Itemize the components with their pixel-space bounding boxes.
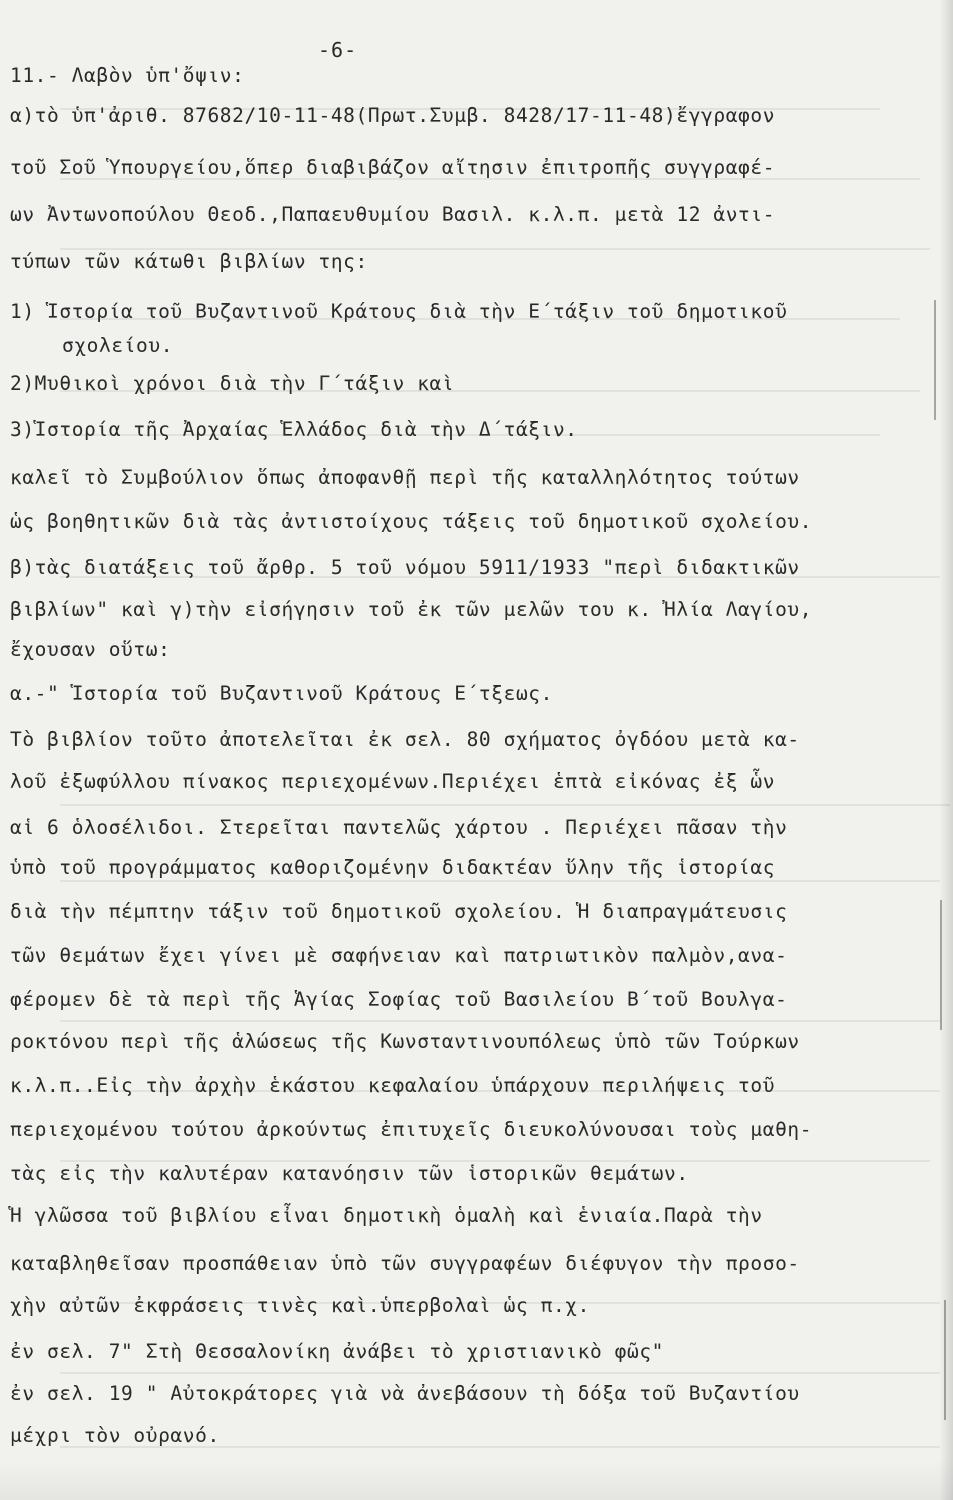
- text-line-21: τῶν θεμάτων ἔχει γίνει μὲ σαφήνειαν καὶ πατριωτικὸν παλμὸν,ανα-: [10, 944, 788, 967]
- text-line-12: β)τὰς διατάξεις τοῦ ἄρθρ. 5 τοῦ νόμου 5911/1933 "περὶ διδακτικῶν: [10, 556, 800, 579]
- text-line-9: 3)Ἱστορία τῆς Ἀρχαίας Ἑλλάδος διὰ τὴν Δ΄τάξιν.: [10, 418, 578, 441]
- page-edge-shadow: [939, 0, 953, 1500]
- text-line-19: ὑπὸ τοῦ προγράμματος καθοριζομένην διδακτέαν ὕλην τῆς ἱστορίας: [10, 856, 776, 879]
- text-line-25: περιεχομένου τούτου ἀρκούντως ἐπιτυχεῖς διευκολύνουσαι τοὺς μαθη-: [10, 1118, 813, 1141]
- text-line-23: ροκτόνου περὶ τῆς ἁλώσεως τῆς Κωνσταντινουπόλεως ὑπὸ τῶν Τούρκων: [10, 1030, 800, 1053]
- bottom-shadow: [0, 1460, 953, 1500]
- text-line-29: χὴν αὐτῶν ἐκφράσεις τινὲς καὶ.ὑπερβολαὶ ὡς π.χ.: [10, 1294, 590, 1317]
- text-line-10: καλεῖ τὸ Συμβούλιον ὅπως ἀποφανθῇ περὶ τῆς καταλληλότητος τούτων: [10, 466, 800, 489]
- text-line-30: ἐν σελ. 7" Στὴ Θεσσαλονίκη ἀνάβει τὸ χριστιανικὸ φῶς": [10, 1340, 665, 1363]
- text-line-11: ὡς βοηθητικῶν διὰ τὰς ἀντιστοίχους τάξεις τοῦ δημοτικοῦ σχολείου.: [10, 510, 813, 533]
- text-line-31: ἐν σελ. 19 " Αὐτοκράτορες γιὰ νὰ ἀνεβάσουν τὴ δόξα τοῦ Βυζαντίου: [10, 1382, 800, 1405]
- text-line-26: τὰς εἰς τὴν καλυτέραν κατανόησιν τῶν ἱστορικῶν θεμάτων.: [10, 1162, 689, 1185]
- right-edge-mark: [934, 300, 936, 420]
- text-line-6: 1) Ἱστορία τοῦ Βυζαντινοῦ Κράτους διὰ τὴν Ε΄τάξιν τοῦ δημοτικοῦ: [10, 300, 788, 323]
- text-line-20: διὰ τὴν πέμπτην τάξιν τοῦ δημοτικοῦ σχολείου. Ἡ διαπραγμάτευσις: [10, 900, 788, 923]
- text-line-4: ων Ἀντωνοπούλου Θεοδ.,Παπαευθυμίου Βασιλ. κ.λ.π. μετὰ 12 ἀντι-: [10, 203, 776, 226]
- text-line-24: κ.λ.π..Εἰς τὴν ἀρχὴν ἑκάστου κεφαλαίου ὑπάρχουν περιλήψεις τοῦ: [10, 1074, 776, 1097]
- text-line-13: βιβλίων" καὶ γ)τὴν εἰσήγησιν τοῦ ἐκ τῶν μελῶν του κ. Ἠλία Λαγίου,: [10, 598, 813, 621]
- text-line-8: 2)Μυθικοὶ χρόνοι διὰ τὴν Γ΄τάξιν καὶ: [10, 372, 455, 395]
- text-line-15: α.-" Ἱστορία τοῦ Βυζαντινοῦ Κράτους Ε΄τξεως.: [10, 682, 553, 705]
- text-line-16: Τὸ βιβλίον τοῦτο ἀποτελεῖται ἐκ σελ. 80 σχήματος ὀγδόου μετὰ κα-: [10, 728, 800, 751]
- text-line-3: τοῦ Σοῦ Ὑπουργείου,ὅπερ διαβιβάζον αἴτησιν ἐπιτροπῆς συγγραφέ-: [10, 156, 776, 179]
- text-line-5: τύπων τῶν κάτωθι βιβλίων της:: [10, 250, 368, 273]
- text-line-17: λοῦ ἐξωφύλλου πίνακος περιεχομένων.Περιέχει ἑπτὰ εἰκόνας ἐξ ὧν: [10, 770, 776, 793]
- text-line-32: μέχρι τὸν οὐρανό.: [10, 1424, 220, 1447]
- text-line-28: καταβληθεῖσαν προσπάθειαν ὑπὸ τῶν συγγραφέων διέφυγον τὴν προσο-: [10, 1252, 800, 1275]
- text-line-18: αἱ 6 ὁλοσέλιδοι. Στερεῖται παντελῶς χάρτου . Περιέχει πᾶσαν τὴν: [10, 816, 788, 839]
- text-line-27: Ἡ γλῶσσα τοῦ βιβλίου εἶναι δημοτικὴ ὁμαλὴ καὶ ἑνιαία.Παρὰ τὴν: [10, 1204, 763, 1227]
- text-line-22: φέρομεν δὲ τὰ περὶ τῆς Ἁγίας Σοφίας τοῦ Βασιλείου Β΄τοῦ Βουλγα-: [10, 988, 788, 1011]
- text-line-1: 11.- Λαβὸν ὑπ'ὄψιν:: [10, 64, 245, 87]
- text-line-14: ἔχουσαν οὕτω:: [10, 638, 171, 661]
- text-line-7: σχολείου.: [62, 334, 174, 357]
- page-number: -6-: [318, 38, 358, 62]
- text-line-2: α)τὸ ὑπ'ἀριθ. 87682/10-11-48(Πρωτ.Συμβ. 8428/17-11-48)ἔγγραφον: [10, 104, 776, 127]
